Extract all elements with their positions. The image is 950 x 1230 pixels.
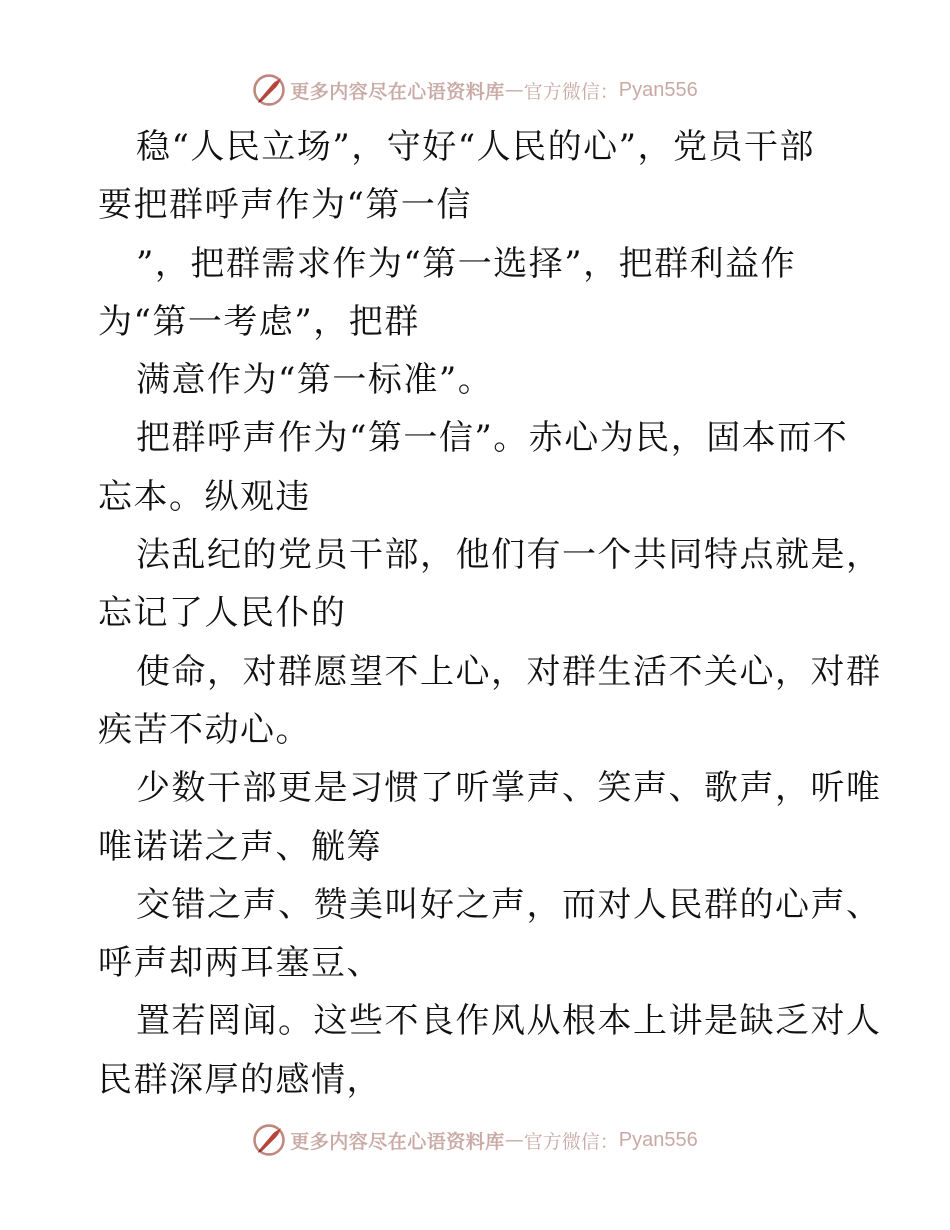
text-line: 为“第一考虑”，把群 (98, 301, 420, 342)
header-wechat-label: 官方微信： (523, 80, 619, 103)
text-line: 呼声却两耳塞豆、 (98, 943, 382, 984)
quill-pen-logo-icon (252, 73, 286, 107)
text-line: 满意作为“第一标准”。 (136, 360, 494, 401)
text-line: 少数干部更是习惯了听掌声、笑声、歌声，听唯 (136, 768, 882, 809)
header-brand-text: 更多内容尽在心语资料库 (290, 80, 505, 103)
footer-wechat-id: Pyan556 (618, 1128, 698, 1151)
quill-pen-logo-icon (252, 1123, 286, 1157)
header-separator: — (504, 79, 524, 101)
footer-brand-text: 更多内容尽在心语资料库 (290, 1130, 505, 1153)
text-line: 要把群呼声作为“第一信 (98, 185, 472, 226)
text-line: 置若罔闻。这些不良作风从根本上讲是缺乏对人 (136, 1001, 882, 1042)
footer-banner (0, 1120, 950, 1160)
header-wechat-id: Pyan556 (618, 78, 698, 101)
text-line: 交错之声、赞美叫好之声，而对人民群的心声、 (136, 884, 882, 925)
footer-wechat-label: 官方微信： (523, 1130, 619, 1153)
text-line: 稳“人民立场”，守好“人民的心”，党员干部 (136, 127, 816, 167)
header-banner (0, 70, 950, 110)
text-line: 使命，对群愿望不上心，对群生活不关心，对群 (136, 651, 882, 692)
text-line: 把群呼声作为“第一信”。赤心为民，固本而不 (136, 418, 849, 459)
document-body (98, 118, 882, 1109)
text-line: 民群深厚的感情， (98, 1059, 382, 1100)
text-line: 唯诺诺之声、觥筹 (98, 826, 382, 867)
text-line: 疾苦不动心。 (98, 709, 311, 750)
footer-separator: — (504, 1129, 524, 1151)
text-line: 法乱纪的党员干部，他们有一个共同特点就是， (136, 535, 882, 576)
text-line: ”，把群需求作为“第一选择”，把群利益作 (136, 243, 797, 284)
text-line: 忘本。纵观违 (98, 476, 311, 517)
text-line: 忘记了人民仆的 (98, 593, 347, 634)
